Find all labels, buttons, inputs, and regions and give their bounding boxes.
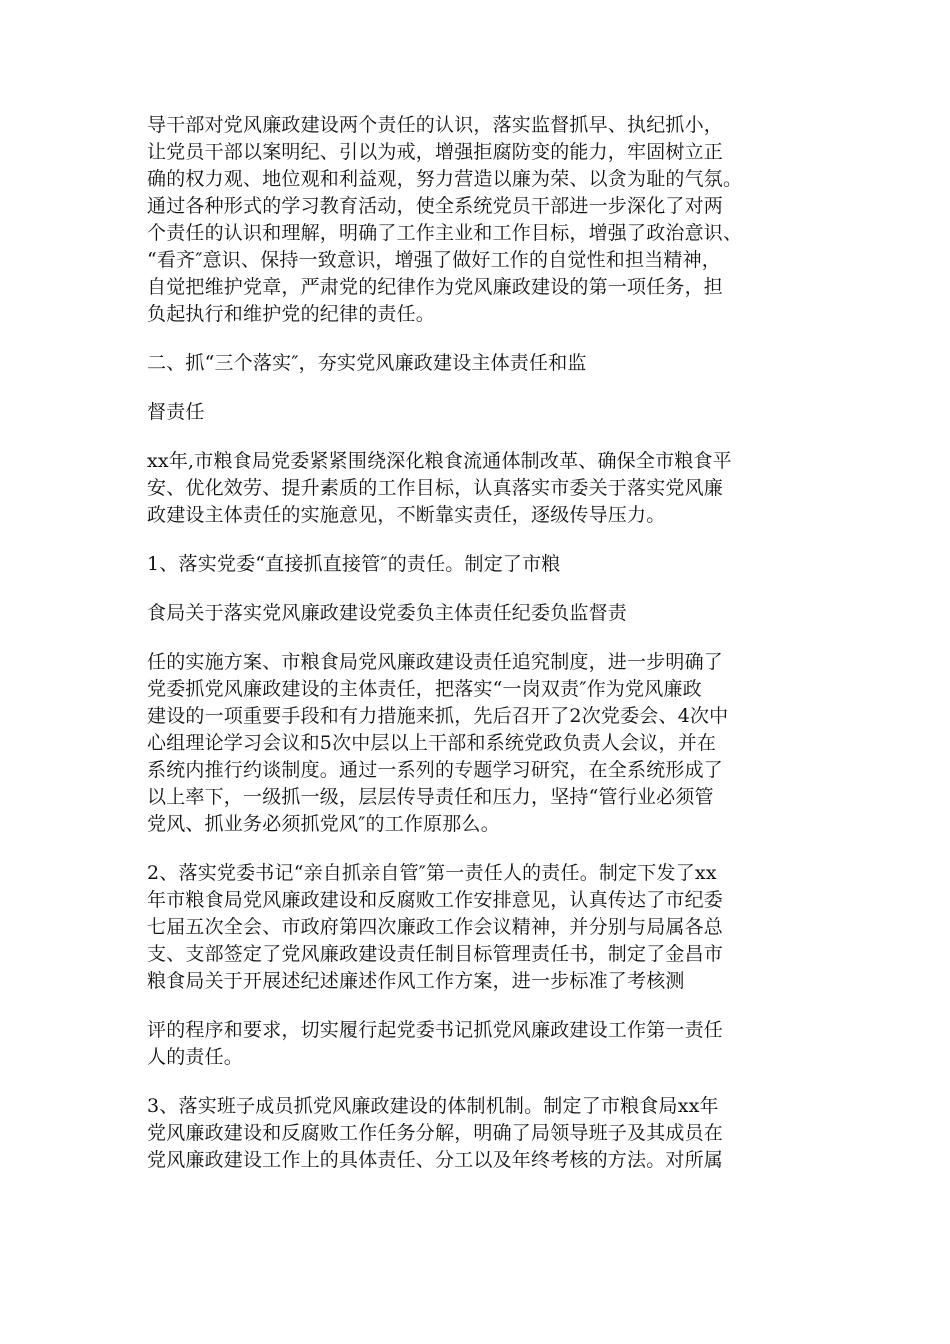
text-line: 食局关于落实党风廉政建设党委负主体责任纪委负监督责	[147, 602, 628, 624]
text-line: 建设的一项重要手段和有力措施来抓，先后召开了2次党委会、4次中	[147, 705, 729, 727]
text-line: 通过各种形式的学习教育活动，使全系统党员干部进一步深化了对两	[147, 195, 724, 217]
text-line: xx年,市粮食局党委紧紧围绕深化粮食流通体制改革、确保全市粮食平	[147, 450, 732, 472]
text-line: 党风廉政建设和反腐败工作任务分解，明确了局领导班子及其成员在	[147, 1122, 724, 1144]
text-line: 系统内推行约谈制度。通过一系列的专题学习研究，在全系统形成了	[147, 759, 724, 781]
document-paragraph	[147, 1093, 807, 1174]
text-line: 自觉把维护党章，严肃党的纪律作为党风廉政建设的第一项任务，担	[147, 276, 724, 298]
text-line: 2、落实党委书记“亲自抓亲自管″第一责任人的责任。制定下发了xx	[147, 862, 717, 884]
text-line: 负起执行和维护党的纪律的责任。	[147, 303, 436, 325]
document-body	[147, 112, 807, 1196]
text-line: 3、落实班子成员抓党风廉政建设的体制机制。制定了市粮食局xx年	[147, 1095, 719, 1117]
document-paragraph	[147, 600, 807, 627]
text-line: 党风、抓业务必须抓党风″的工作原那么。	[147, 813, 500, 835]
text-line: 督责任	[147, 401, 205, 423]
text-line: 评的程序和要求，切实履行起党委书记抓党风廉政建设工作第一责任	[147, 1019, 724, 1041]
document-paragraph	[147, 399, 807, 426]
text-line: 导干部对党风廉政建设两个责任的认识，落实监督抓早、执纪抓小，	[147, 114, 724, 136]
text-line: 粮食局关于开展述纪述廉述作风工作方案，进一步标准了考核测	[147, 970, 685, 992]
document-paragraph	[147, 350, 807, 377]
document-paragraph	[147, 448, 807, 529]
text-line: 任的实施方案、市粮食局党风廉政建设责任追究制度，进一步明确了	[147, 651, 724, 673]
text-line: 党风廉政建设工作上的具体责任、分工以及年终考核的方法。对所属	[147, 1149, 724, 1171]
text-line: 让党员干部以案明纪、引以为戒，增强拒腐防变的能力，牢固树立正	[147, 141, 724, 163]
text-line: 以上率下，一级抓一级，层层传导责任和压力，坚持“管行业必须管	[147, 786, 714, 808]
text-line: 心组理论学习会议和5次中层以上干部和系统党政负责人会议，并在	[147, 732, 717, 754]
text-line: 支、支部签定了党风廉政建设责任制目标管理责任书，制定了金昌市	[147, 943, 724, 965]
text-line: 个责任的认识和理解，明确了工作主业和工作目标，增强了政治意识、	[147, 222, 743, 244]
text-line: 党委抓党风廉政建设的主体责任，把落实“一岗双责″作为党风廉政	[147, 678, 702, 700]
text-line: 年市粮食局党风廉政建设和反腐败工作安排意见，认真传达了市纪委	[147, 889, 724, 911]
document-paragraph	[147, 860, 807, 995]
text-line: 二、抓“三个落实″，夯实党风廉政建设主体责任和监	[147, 352, 587, 374]
document-paragraph	[147, 551, 807, 578]
text-line: “看齐″意识、保持一致意识，增强了做好工作的自觉性和担当精神，	[147, 249, 722, 271]
text-line: 人的责任。	[147, 1046, 244, 1068]
text-line: 确的权力观、地位观和利益观，努力营造以廉为荣、以贪为耻的气氛。	[147, 168, 743, 190]
document-paragraph	[147, 112, 807, 328]
text-line: 政建设主体责任的实施意见，不断靠实责任，逐级传导压力。	[147, 504, 666, 526]
text-line: 1、落实党委“直接抓直接管″的责任。制定了市粮	[147, 553, 561, 575]
text-line: 安、优化效劳、提升素质的工作目标，认真落实市委关于落实党风廉	[147, 477, 724, 499]
document-paragraph	[147, 649, 807, 838]
document-paragraph	[147, 1017, 807, 1071]
text-line: 七届五次全会、市政府第四次廉政工作会议精神，并分别与局属各总	[147, 916, 724, 938]
